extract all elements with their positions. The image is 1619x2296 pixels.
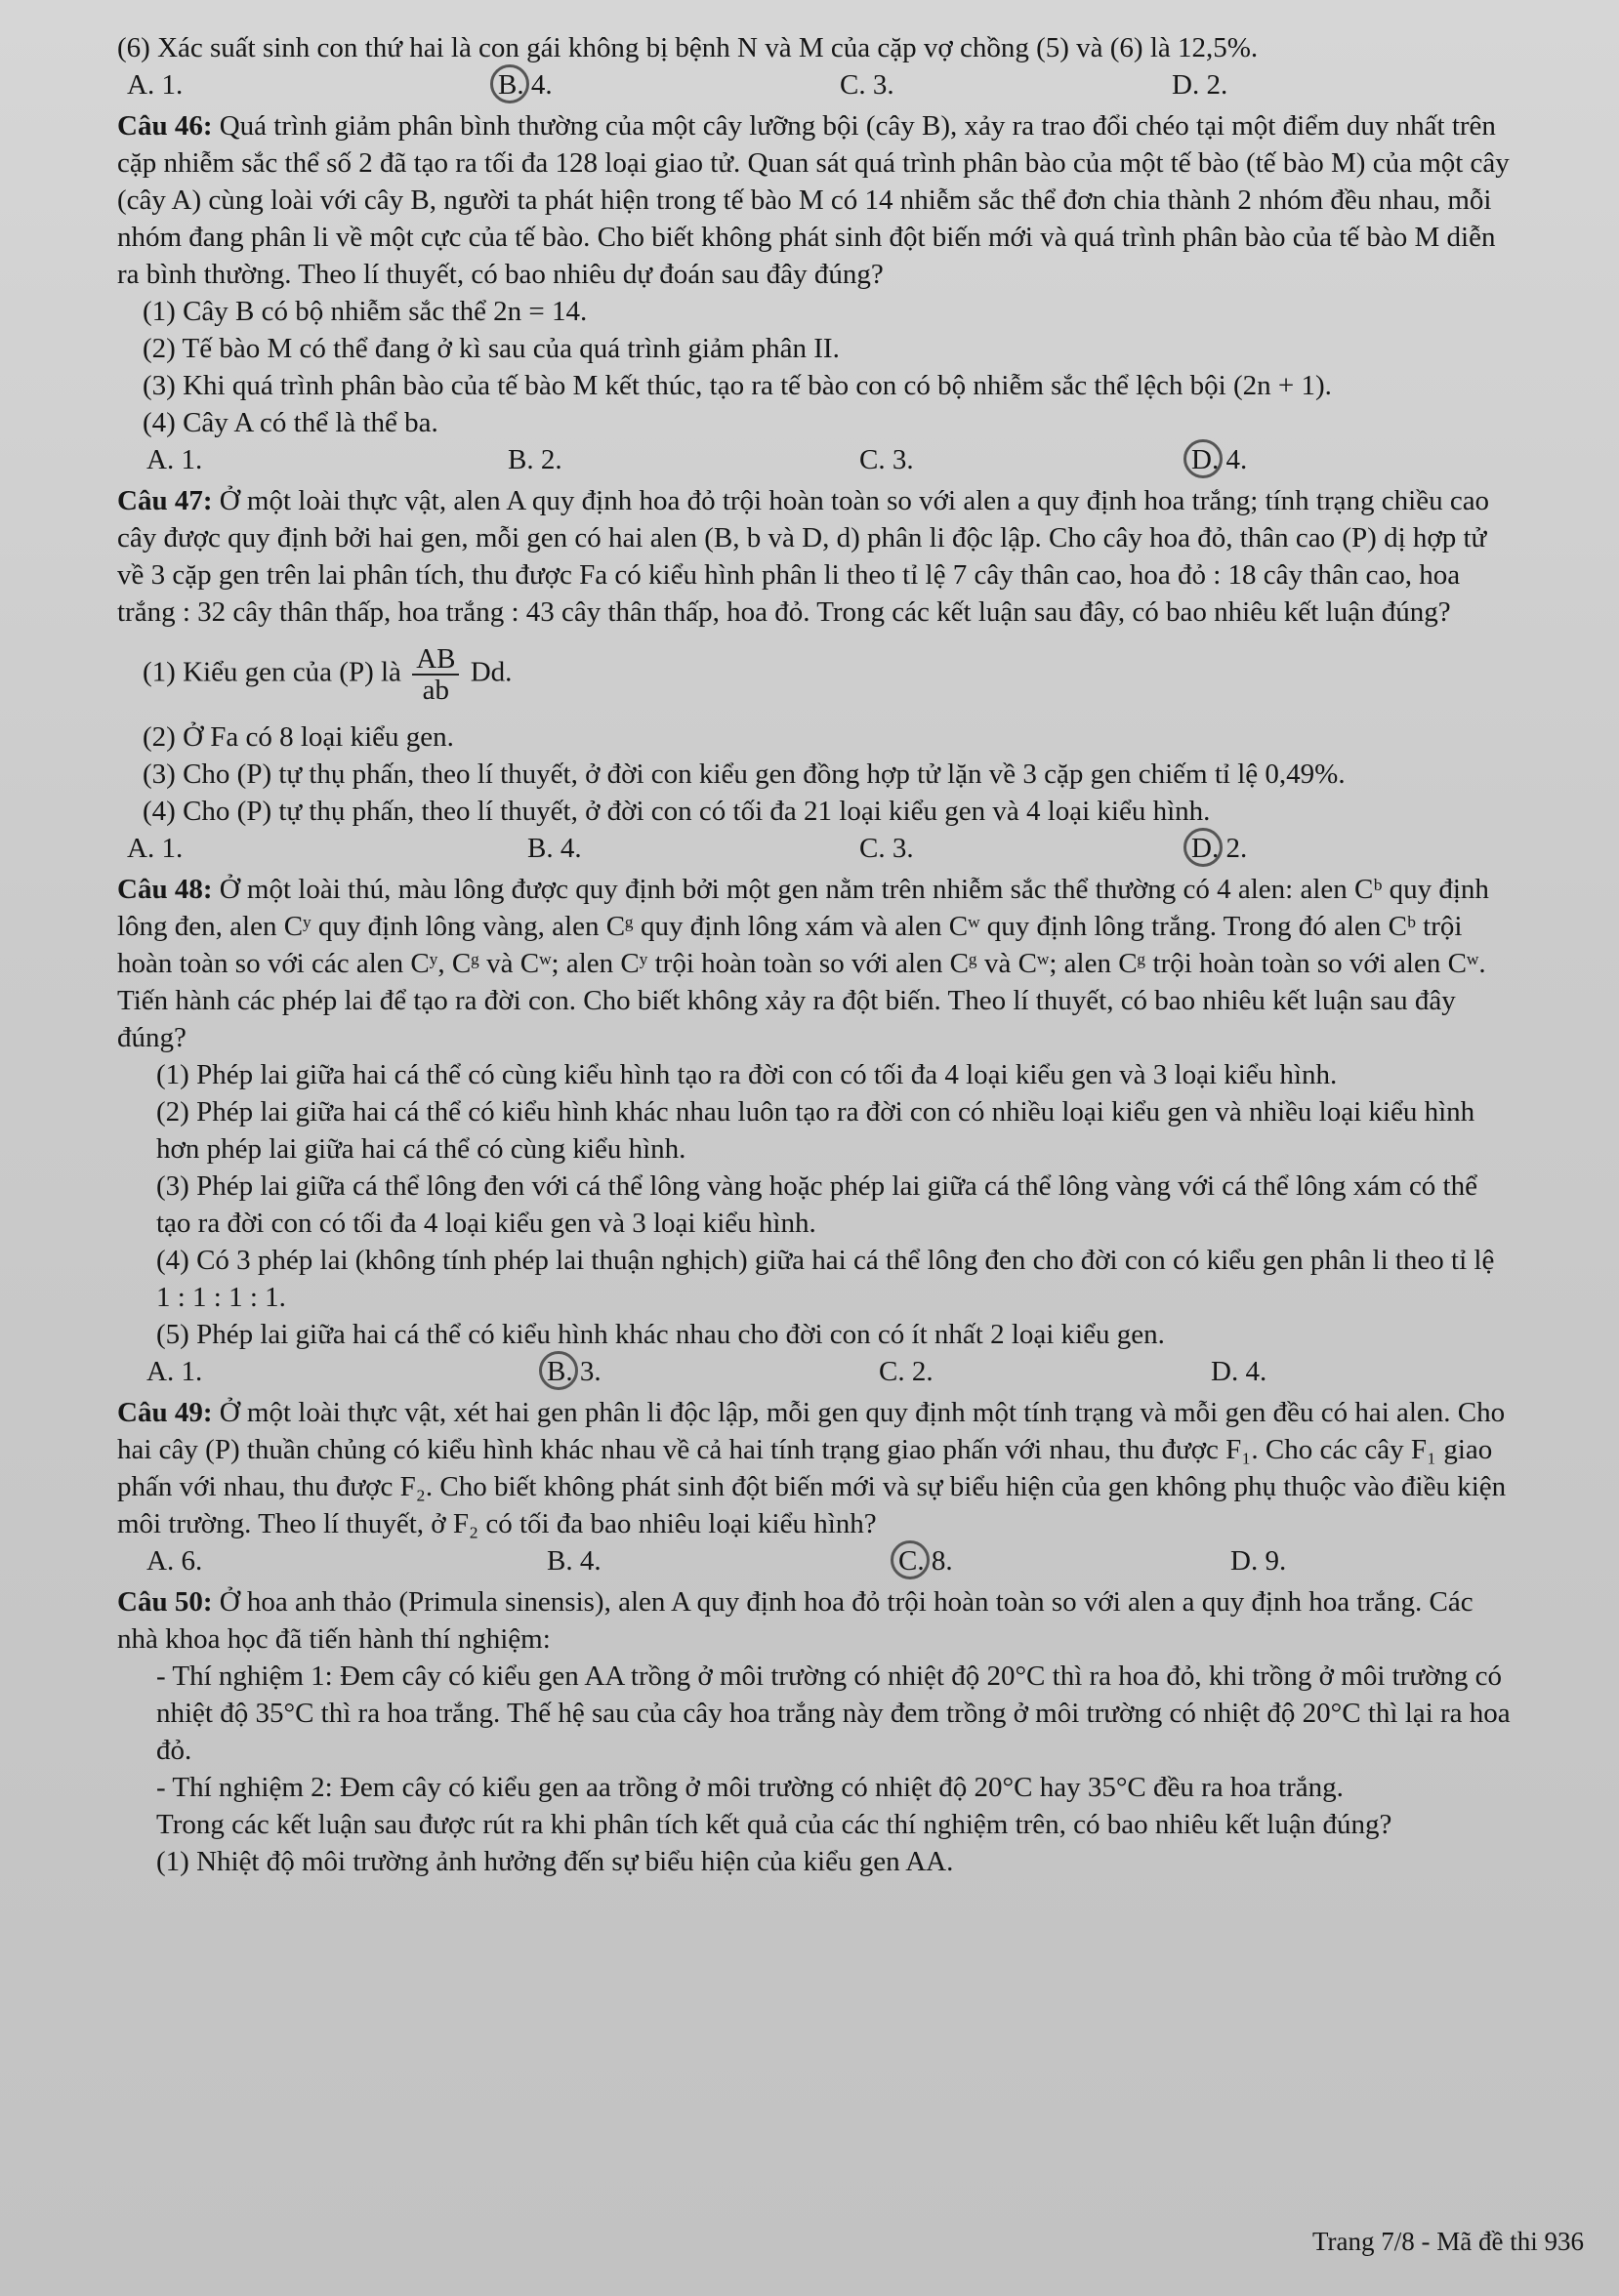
q49-option-c[interactable]: C. 8. bbox=[898, 1542, 953, 1579]
q46-item-2: (2) Tế bào M có thể đang ở kì sau của quá trình giảm phân II. bbox=[143, 333, 840, 364]
q49-option-a[interactable]: A. 6. bbox=[146, 1545, 203, 1577]
q48-item-4: (4) Có 3 phép lai (không tính phép lai thuận nghịch) giữa hai cá thể lông đen cho đời con có kiểu gen phân li theo tỉ lệ 1 : 1 : 1 : 1. bbox=[156, 1245, 1495, 1313]
q47-item-3: (3) Cho (P) tự thụ phấn, theo lí thuyết, ở đời con kiểu gen đồng hợp tử lặn về 3 cặp gen chiếm tỉ lệ 0,49%. bbox=[143, 758, 1346, 790]
q45-option-c[interactable]: C. 3. bbox=[840, 69, 894, 101]
q47-option-c[interactable]: C. 3. bbox=[859, 833, 914, 864]
q50-body: Ở hoa anh thảo (Primula sinensis), alen A quy định hoa đỏ trội hoàn toàn so với alen a quy định hoa trắng. Các nhà khoa học đã tiến hành thí nghiệm: bbox=[117, 1586, 1474, 1655]
q46-question bbox=[117, 107, 1514, 293]
page-footer: Trang 7/8 - Mã đề thi 936 bbox=[1312, 2227, 1584, 2256]
q49-label: Câu 49: bbox=[117, 1397, 213, 1428]
q48-item-1: (1) Phép lai giữa hai cá thể có cùng kiểu hình tạo ra đời con có tối đa 4 loại kiểu gen và 3 loại kiểu hình. bbox=[156, 1059, 1338, 1090]
q49-option-d[interactable]: D. 9. bbox=[1230, 1545, 1287, 1577]
q45-options bbox=[117, 66, 1514, 105]
q45-statement-6: (6) Xác suất sinh con thứ hai là con gái không bị bệnh N và M của cặp vợ chồng (5) và (6) là 12,5%. bbox=[117, 32, 1259, 63]
q47-item-1 bbox=[117, 644, 1514, 705]
q49-body: Ở một loài thực vật, xét hai gen phân li độc lập, mỗi gen quy định một tính trạng và mỗi gen đều có hai alen. Cho hai cây (P) thuần chủng có kiểu hình khác nhau về cả hai tính trạng giao phấn với nhau, thu được F₁. Cho các cây F₁ giao phấn với nhau, thu được F₂. Cho biết không phát sinh đột biến mới và sự biểu hiện của gen không phụ thuộc vào điều kiện môi trường. Theo lí thuyết, ở F₂ có tối đa bao nhiêu loại kiểu hình? bbox=[117, 1397, 1507, 1539]
q46-option-a[interactable]: A. 1. bbox=[146, 444, 203, 475]
fraction-denominator: ab bbox=[422, 675, 450, 706]
q47-label: Câu 47: bbox=[117, 485, 213, 516]
q48-option-d[interactable]: D. 4. bbox=[1211, 1356, 1267, 1387]
q47-item-2: (2) Ở Fa có 8 loại kiểu gen. bbox=[143, 721, 454, 753]
q47-option-b[interactable]: B. 4. bbox=[527, 833, 582, 864]
q47-option-a[interactable]: A. 1. bbox=[127, 833, 184, 864]
q50-prompt: Trong các kết luận sau được rút ra khi phân tích kết quả của các thí nghiệm trên, có bao nhiêu kết luận đúng? bbox=[156, 1809, 1392, 1840]
fraction-numerator: AB bbox=[412, 644, 459, 676]
q50-label: Câu 50: bbox=[117, 1586, 213, 1618]
q48-item-2: (2) Phép lai giữa hai cá thể có kiểu hình khác nhau luôn tạo ra đời con có nhiều loại kiểu gen và nhiều loại kiểu hình hơn phép lai giữa hai cá thể có cùng kiểu hình. bbox=[156, 1096, 1475, 1165]
q46-option-b[interactable]: B. 2. bbox=[508, 444, 562, 475]
q48-option-a[interactable]: A. 1. bbox=[146, 1356, 203, 1387]
q47-item-1-post: Dd. bbox=[470, 656, 513, 688]
genotype-fraction bbox=[412, 644, 459, 705]
q48-label: Câu 48: bbox=[117, 874, 213, 905]
q50-item-1: (1) Nhiệt độ môi trường ảnh hưởng đến sự biểu hiện của kiểu gen AA. bbox=[156, 1846, 954, 1877]
q46-item-4: (4) Cây A có thể là thể ba. bbox=[143, 407, 438, 438]
q46-body: Quá trình giảm phân bình thường của một cây lưỡng bội (cây B), xảy ra trao đổi chéo tại một điểm duy nhất trên cặp nhiễm sắc thể số 2 đã tạo ra tối đa 128 loại giao tử. Quan sát quá trình phân bào của một tế bào (tế bào M) của một cây (cây A) cùng loài với cây B, người ta phát hiện trong tế bào M có 14 nhiễm sắc thể đơn chia thành 2 nhóm đều nhau, mỗi nhóm đang phân li về một cực của tế bào. Cho biết không phát sinh đột biến mới và quá trình phân bào của tế bào M diễn ra bình thường. Theo lí thuyết, có bao nhiêu dự đoán sau đây đúng? bbox=[117, 110, 1510, 290]
q46-option-c[interactable]: C. 3. bbox=[859, 444, 914, 475]
q47-question bbox=[117, 482, 1514, 631]
q49-question bbox=[117, 1394, 1514, 1542]
q49-options bbox=[117, 1542, 1514, 1581]
q48-question bbox=[117, 871, 1514, 1056]
q48-item-3: (3) Phép lai giữa cá thể lông đen với cá thể lông vàng hoặc phép lai giữa cá thể lông vàng với cá thể lông xám có thể tạo ra đời con có tối đa 4 loại kiểu gen và 3 loại kiểu hình. bbox=[156, 1170, 1477, 1239]
q48-options bbox=[117, 1353, 1514, 1392]
q48-body: Ở một loài thú, màu lông được quy định bởi một gen nằm trên nhiễm sắc thể thường có 4 alen: alen Cᵇ quy định lông đen, alen Cʸ quy định lông vàng, alen Cᵍ quy định lông xám và alen Cʷ quy định lông trắng. Trong đó alen Cᵇ trội hoàn toàn so với các alen Cʸ, Cᵍ và Cʷ; alen Cʸ trội hoàn toàn so với alen Cᵍ và Cʷ; alen Cᵍ trội hoàn toàn so với alen Cʷ. Tiến hành các phép lai để tạo ra đời con. Cho biết không xảy ra đột biến. Theo lí thuyết, có bao nhiêu kết luận sau đây đúng? bbox=[117, 874, 1489, 1053]
q50-experiment-2: - Thí nghiệm 2: Đem cây có kiểu gen aa trồng ở môi trường có nhiệt độ 20°C hay 35°C đều ra hoa trắng. bbox=[156, 1772, 1344, 1803]
q47-item-1-pre: (1) Kiểu gen của (P) là bbox=[143, 656, 401, 688]
q46-item-3: (3) Khi quá trình phân bào của tế bào M kết thúc, tạo ra tế bào con có bộ nhiễm sắc thể lệch bội (2n + 1). bbox=[143, 370, 1332, 401]
q48-item-5: (5) Phép lai giữa hai cá thể có kiểu hình khác nhau cho đời con có ít nhất 2 loại kiểu gen. bbox=[156, 1319, 1165, 1350]
q47-options bbox=[117, 830, 1514, 869]
q46-option-d[interactable]: D. 4. bbox=[1191, 441, 1247, 478]
q47-item-4: (4) Cho (P) tự thụ phấn, theo lí thuyết, ở đời con có tối đa 21 loại kiểu gen và 4 loại kiểu hình. bbox=[143, 796, 1211, 827]
exam-content bbox=[117, 29, 1514, 1880]
q48-option-c[interactable]: C. 2. bbox=[879, 1356, 934, 1387]
q50-experiment-1: - Thí nghiệm 1: Đem cây có kiểu gen AA trồng ở môi trường có nhiệt độ 20°C thì ra hoa đỏ, khi trồng ở môi trường có nhiệt độ 35°C thì ra hoa trắng. Thế hệ sau của cây hoa trắng này đem trồng ở môi trường có nhiệt độ 20°C thì lại ra hoa đỏ. bbox=[156, 1660, 1511, 1766]
q46-options bbox=[117, 441, 1514, 480]
q46-item-1: (1) Cây B có bộ nhiễm sắc thể 2n = 14. bbox=[143, 296, 588, 327]
q49-option-b[interactable]: B. 4. bbox=[547, 1545, 602, 1577]
q45-option-a[interactable]: A. 1. bbox=[127, 69, 184, 101]
q47-body: Ở một loài thực vật, alen A quy định hoa đỏ trội hoàn toàn so với alen a quy định hoa trắng; tính trạng chiều cao cây được quy định bởi hai gen, mỗi gen có hai alen (B, b và D, d) phân li độc lập. Cho cây hoa đỏ, thân cao (P) dị hợp tử về 3 cặp gen trên lai phân tích, thu được Fa có kiểu hình phân li theo tỉ lệ 7 cây thân cao, hoa đỏ : 18 cây thân cao, hoa trắng : 32 cây thân thấp, hoa trắng : 43 cây thân thấp, hoa đỏ. Trong các kết luận sau đây, có bao nhiêu kết luận đúng? bbox=[117, 485, 1490, 628]
q50-question bbox=[117, 1583, 1514, 1658]
q45-option-b[interactable]: B. 4. bbox=[498, 66, 553, 103]
q47-option-d[interactable]: D. 2. bbox=[1191, 830, 1247, 867]
q46-label: Câu 46: bbox=[117, 110, 213, 142]
q45-option-d[interactable]: D. 2. bbox=[1172, 69, 1228, 101]
q48-option-b[interactable]: B. 3. bbox=[547, 1353, 602, 1390]
